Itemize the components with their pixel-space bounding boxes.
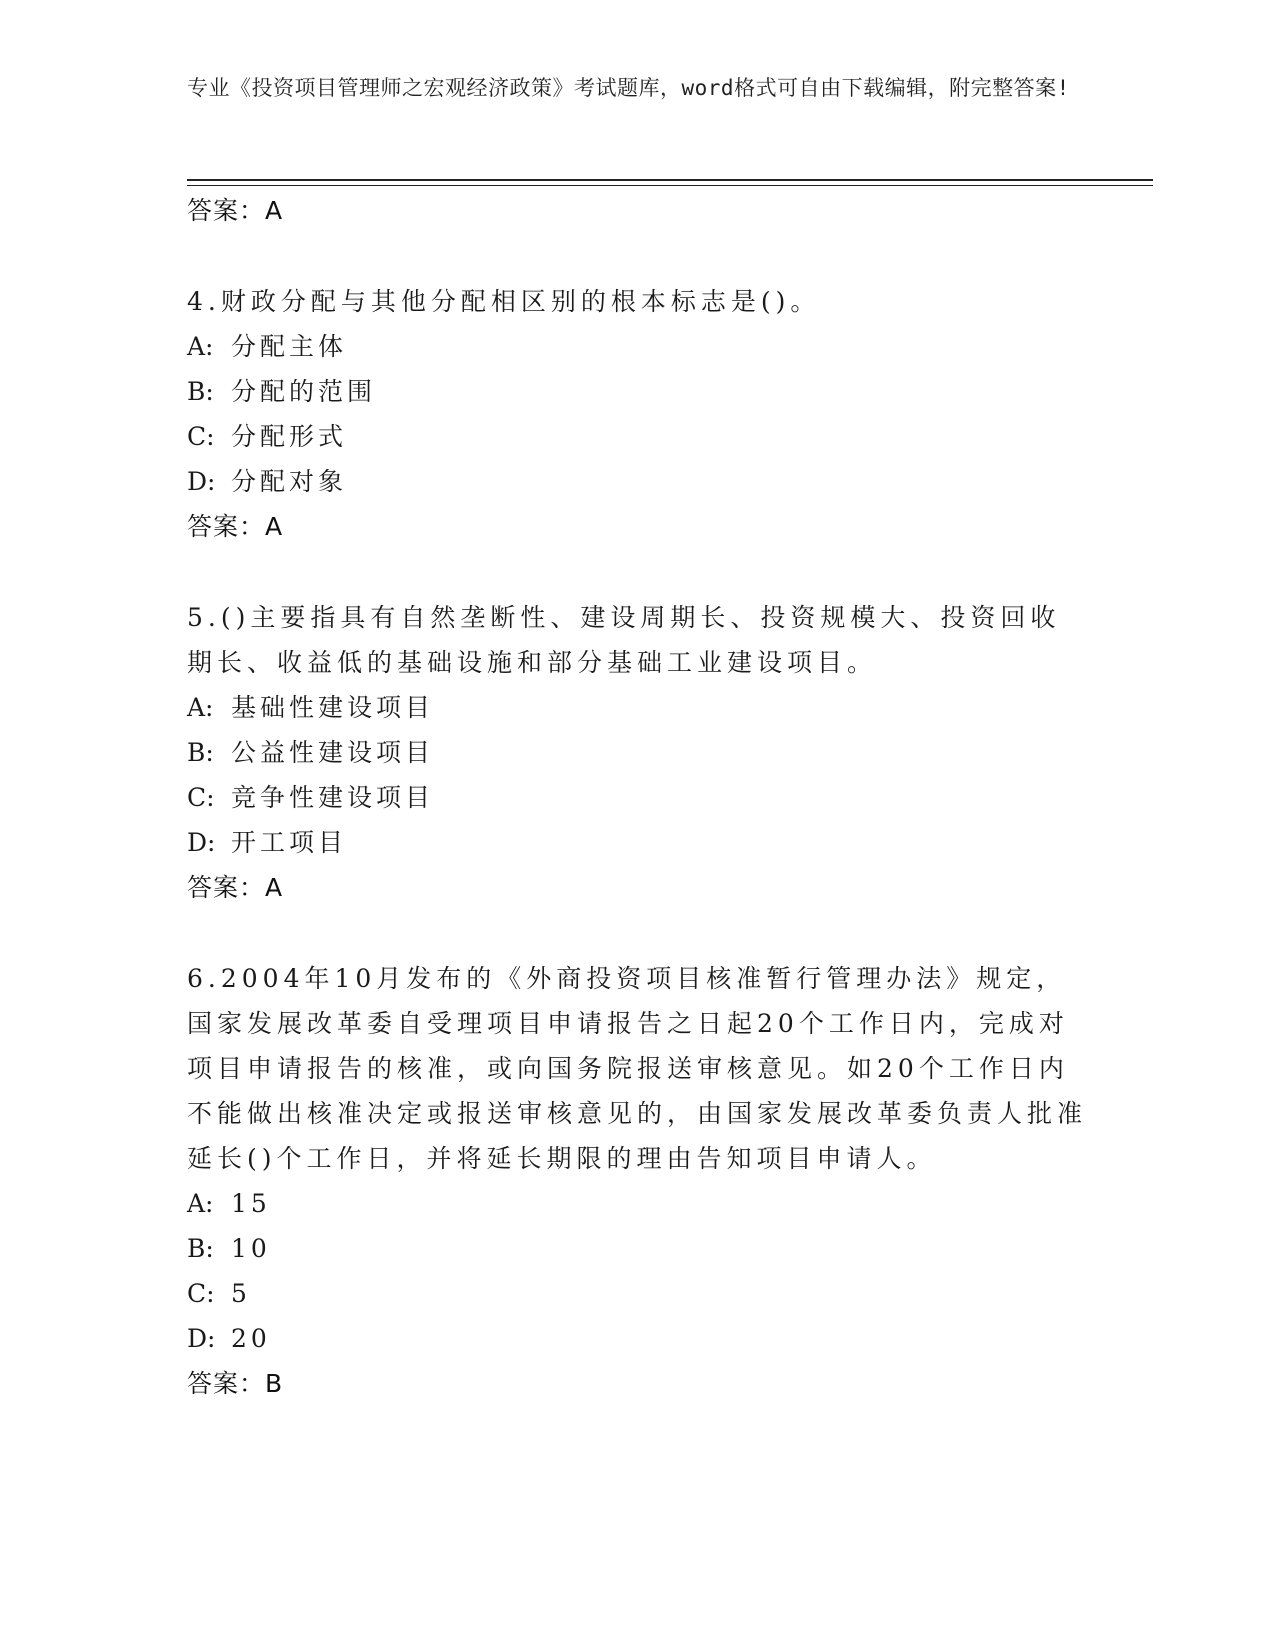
option-key: C:	[187, 783, 215, 812]
option-a	[187, 1181, 1087, 1226]
option-b	[187, 1226, 1087, 1271]
option-key: D:	[187, 467, 216, 496]
question-stem: 4.财政分配与其他分配相区别的根本标志是()。	[187, 287, 821, 316]
answer-line: 答案：B	[187, 1369, 284, 1398]
option-key: A:	[187, 332, 214, 361]
option-key: D:	[187, 1324, 216, 1353]
option-c	[187, 1271, 1087, 1316]
option-key: B:	[187, 1234, 214, 1263]
option-text: 5	[231, 1279, 251, 1308]
option-text: 分配主体	[231, 332, 348, 361]
option-text: 20	[231, 1324, 271, 1353]
option-c	[187, 414, 1087, 459]
option-key: C:	[187, 1279, 215, 1308]
option-text: 基础性建设项目	[231, 693, 435, 722]
option-key: D:	[187, 828, 216, 857]
header-divider-thin	[187, 185, 1153, 186]
header-note: 专业《投资项目管理师之宏观经济政策》考试题库，word格式可自由下载编辑，附完整答案!	[187, 76, 1070, 100]
option-text: 竞争性建设项目	[231, 783, 435, 812]
answer-line: 答案：A	[187, 512, 284, 541]
option-d	[187, 459, 1087, 504]
option-text: 公益性建设项目	[231, 738, 435, 767]
option-key: B:	[187, 738, 214, 767]
option-text: 10	[231, 1234, 271, 1263]
question-stem: 6.2004年10月发布的《外商投资项目核准暂行管理办法》规定，国家发展改革委自受理项目申请报告之日起20个工作日内，完成对项目申请报告的核准，或向国务院报送审核意见。如20个工作日内不能做出核准决定或报送审核意见的，由国家发展改革委负责人批准延长()个工作日，并将延长期限的理由告知项目申请人。	[187, 964, 1088, 1173]
answer-line: 答案：A	[187, 196, 284, 225]
header-divider-thick	[187, 179, 1153, 181]
option-text: 15	[231, 1189, 271, 1218]
answer-line: 答案：A	[187, 873, 284, 902]
option-text: 分配对象	[231, 467, 348, 496]
option-key: B:	[187, 377, 214, 406]
option-a	[187, 685, 1087, 730]
option-a	[187, 324, 1087, 369]
option-text: 开工项目	[231, 828, 348, 857]
option-d	[187, 1316, 1087, 1361]
question-item	[187, 595, 1087, 910]
option-c	[187, 775, 1087, 820]
option-key: A:	[187, 1189, 214, 1218]
question-item	[187, 956, 1087, 1406]
question-item	[187, 279, 1087, 549]
option-text: 分配形式	[231, 422, 348, 451]
question-stem: 5.()主要指具有自然垄断性、建设周期长、投资规模大、投资回收期长、收益低的基础设施和部分基础工业建设项目。	[187, 603, 1061, 677]
option-b	[187, 730, 1087, 775]
option-key: A:	[187, 693, 214, 722]
option-text: 分配的范围	[231, 377, 377, 406]
option-b	[187, 369, 1087, 414]
question-list	[187, 188, 1087, 1406]
option-key: C:	[187, 422, 215, 451]
option-d	[187, 820, 1087, 865]
